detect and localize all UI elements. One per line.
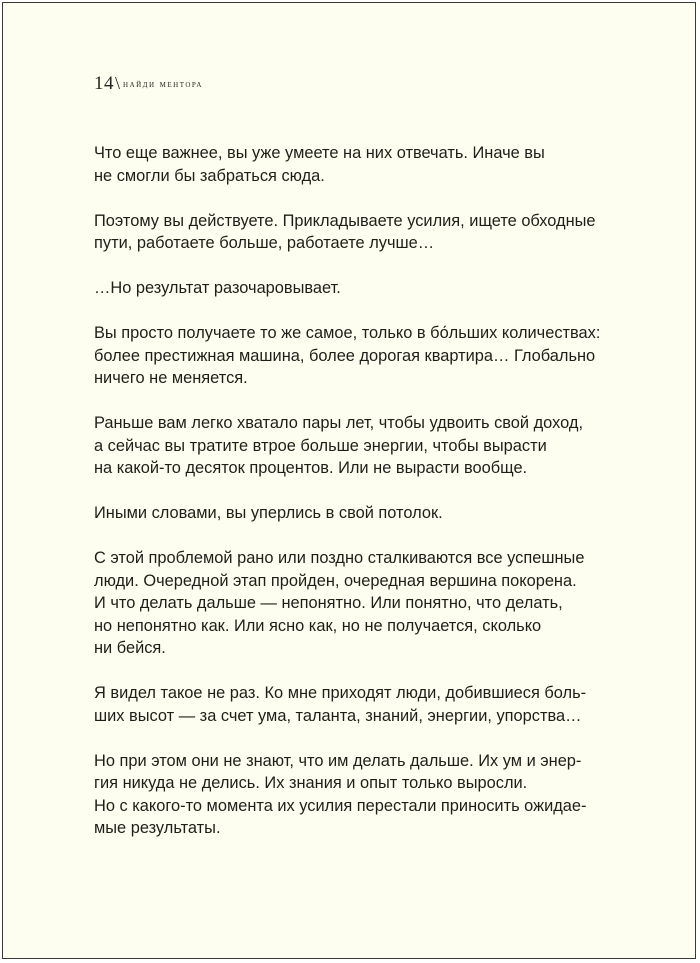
body-text bbox=[94, 142, 634, 862]
book-title: найди ментора bbox=[123, 79, 203, 90]
text-line: мые результаты. bbox=[94, 819, 221, 837]
page-number: 14 bbox=[94, 73, 114, 94]
text-line: ничего не меняется. bbox=[94, 369, 248, 387]
text-line: Я видел такое не раз. Ко мне приходят люди, добившиеся боль- bbox=[94, 684, 587, 702]
paragraph bbox=[94, 502, 634, 525]
text-line: ших высот — за счет ума, таланта, знаний, энергии, упорства… bbox=[94, 706, 582, 725]
paragraph bbox=[94, 750, 634, 840]
text-line: ни бейся. bbox=[94, 639, 166, 657]
text-line: но непонятно как. Или ясно как, но не получается, сколько bbox=[94, 616, 542, 635]
text-line: …Но результат разочаровывает. bbox=[94, 279, 341, 297]
text-line: Иными словами, вы уперлись в свой потолок. bbox=[94, 504, 443, 522]
text-line: люди. Очередной этап пройден, очередная вершина покорена. bbox=[94, 571, 577, 590]
text-line: а сейчас вы тратите втрое больше энергии, чтобы вырасти bbox=[94, 436, 547, 455]
text-line: Но с какого-то момента их усилия перестали приносить ожидае- bbox=[94, 796, 587, 815]
text-line: С этой проблемой рано или поздно сталкиваются все успешные bbox=[94, 549, 585, 567]
paragraph bbox=[94, 322, 634, 390]
text-line: гия никуда не делись. Их знания и опыт только выросли. bbox=[94, 774, 528, 792]
text-line: Раньше вам легко хватало пары лет, чтобы удвоить свой доход, bbox=[94, 414, 583, 432]
text-line: Но при этом они не знают, что им делать дальше. Их ум и энер- bbox=[94, 751, 582, 770]
header-separator: \ bbox=[115, 73, 121, 93]
text-line: И что делать дальше — непонятно. Или понятно, что делать, bbox=[94, 594, 563, 612]
text-line: не смогли бы забраться сюда. bbox=[94, 166, 325, 185]
paragraph bbox=[94, 277, 634, 300]
paragraph bbox=[94, 547, 634, 660]
paragraph bbox=[94, 412, 634, 480]
text-line: на какой-то десяток процентов. Или не вырасти вообще. bbox=[94, 459, 528, 477]
paragraph bbox=[94, 142, 634, 187]
text-line: более престижная машина, более дорогая квартира… Глобально bbox=[94, 346, 596, 365]
text-line: пути, работаете больше, работаете лучше… bbox=[94, 234, 435, 252]
book-page bbox=[2, 2, 696, 959]
text-line: Вы просто получаете то же самое, только в бо́льших количествах: bbox=[94, 324, 601, 342]
running-head bbox=[94, 73, 203, 95]
paragraph bbox=[94, 210, 634, 255]
text-line: Поэтому вы действуете. Прикладываете усилия, ищете обходные bbox=[94, 211, 596, 230]
text-line: Что еще важнее, вы уже умеете на них отвечать. Иначе вы bbox=[94, 144, 545, 162]
paragraph bbox=[94, 682, 634, 727]
